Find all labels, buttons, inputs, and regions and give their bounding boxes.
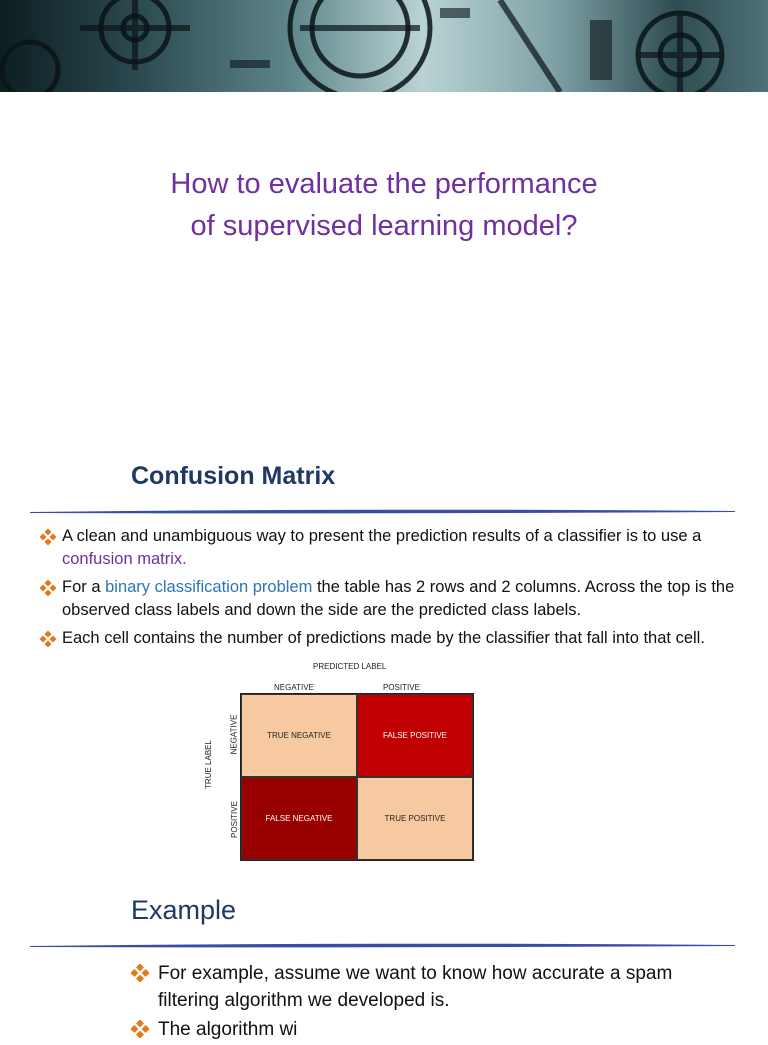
diamond-bullet-icon: [131, 964, 149, 982]
list-item: [40, 525, 755, 571]
bullet-text: The algorithm wi: [158, 1019, 298, 1040]
true-label-axis: TRUE LABEL: [203, 740, 213, 789]
bullet-text: the table has 2 rows and 2 columns. Across the top is the observed class labels and down the side are the predicted class labels.: [62, 578, 735, 619]
cell-false-negative: FALSE NEGATIVE: [241, 777, 357, 860]
diamond-bullet-icon: [40, 580, 56, 596]
gears-illustration: [0, 0, 768, 92]
example-heading: Example: [131, 895, 237, 925]
cell-true-negative: TRUE NEGATIVE: [241, 694, 357, 777]
column-negative-label: NEGATIVE: [274, 683, 314, 692]
row-positive-label: POSITIVE: [229, 801, 239, 838]
slide-title-line-2: of supervised learning model?: [190, 210, 578, 242]
diamond-bullet-icon: [40, 529, 56, 545]
confusion-matrix-figure: [190, 655, 480, 865]
confusion-matrix-heading: Confusion Matrix: [131, 462, 336, 490]
slide-title: [0, 163, 768, 247]
slide-title-line-1: How to evaluate the performance: [170, 168, 598, 200]
confusion-matrix-grid: [240, 693, 474, 861]
list-item: [131, 1016, 691, 1043]
binary-classification-link[interactable]: binary classification problem: [105, 578, 313, 596]
list-item: [40, 576, 755, 622]
diamond-bullet-icon: [40, 631, 56, 647]
list-item: [40, 627, 755, 650]
cell-true-positive: TRUE POSITIVE: [357, 777, 473, 860]
cell-false-positive: FALSE POSITIVE: [357, 694, 473, 777]
row-negative-label: NEGATIVE: [229, 714, 239, 755]
predicted-label-axis: PREDICTED LABEL: [313, 662, 387, 671]
bullet-text: For a: [62, 578, 106, 596]
heading-underline: [30, 508, 735, 514]
diamond-bullet-icon: [131, 1020, 149, 1038]
confusion-bullet-list: [40, 525, 755, 655]
bullet-text: A clean and unambiguous way to present the prediction results of a classifier is to use a: [62, 527, 702, 545]
bullet-text: For example, assume we want to know how accurate a spam filtering algorithm we developed is.: [158, 963, 673, 1011]
list-item: [131, 960, 691, 1014]
header-banner-image: [0, 0, 768, 92]
bullet-text: Each cell contains the number of predictions made by the classifier that fall into that cell.: [62, 629, 705, 647]
column-positive-label: POSITIVE: [383, 683, 420, 692]
heading-underline: [30, 942, 735, 948]
confusion-matrix-link: confusion matrix.: [62, 550, 187, 568]
example-bullet-list: [131, 960, 691, 1045]
